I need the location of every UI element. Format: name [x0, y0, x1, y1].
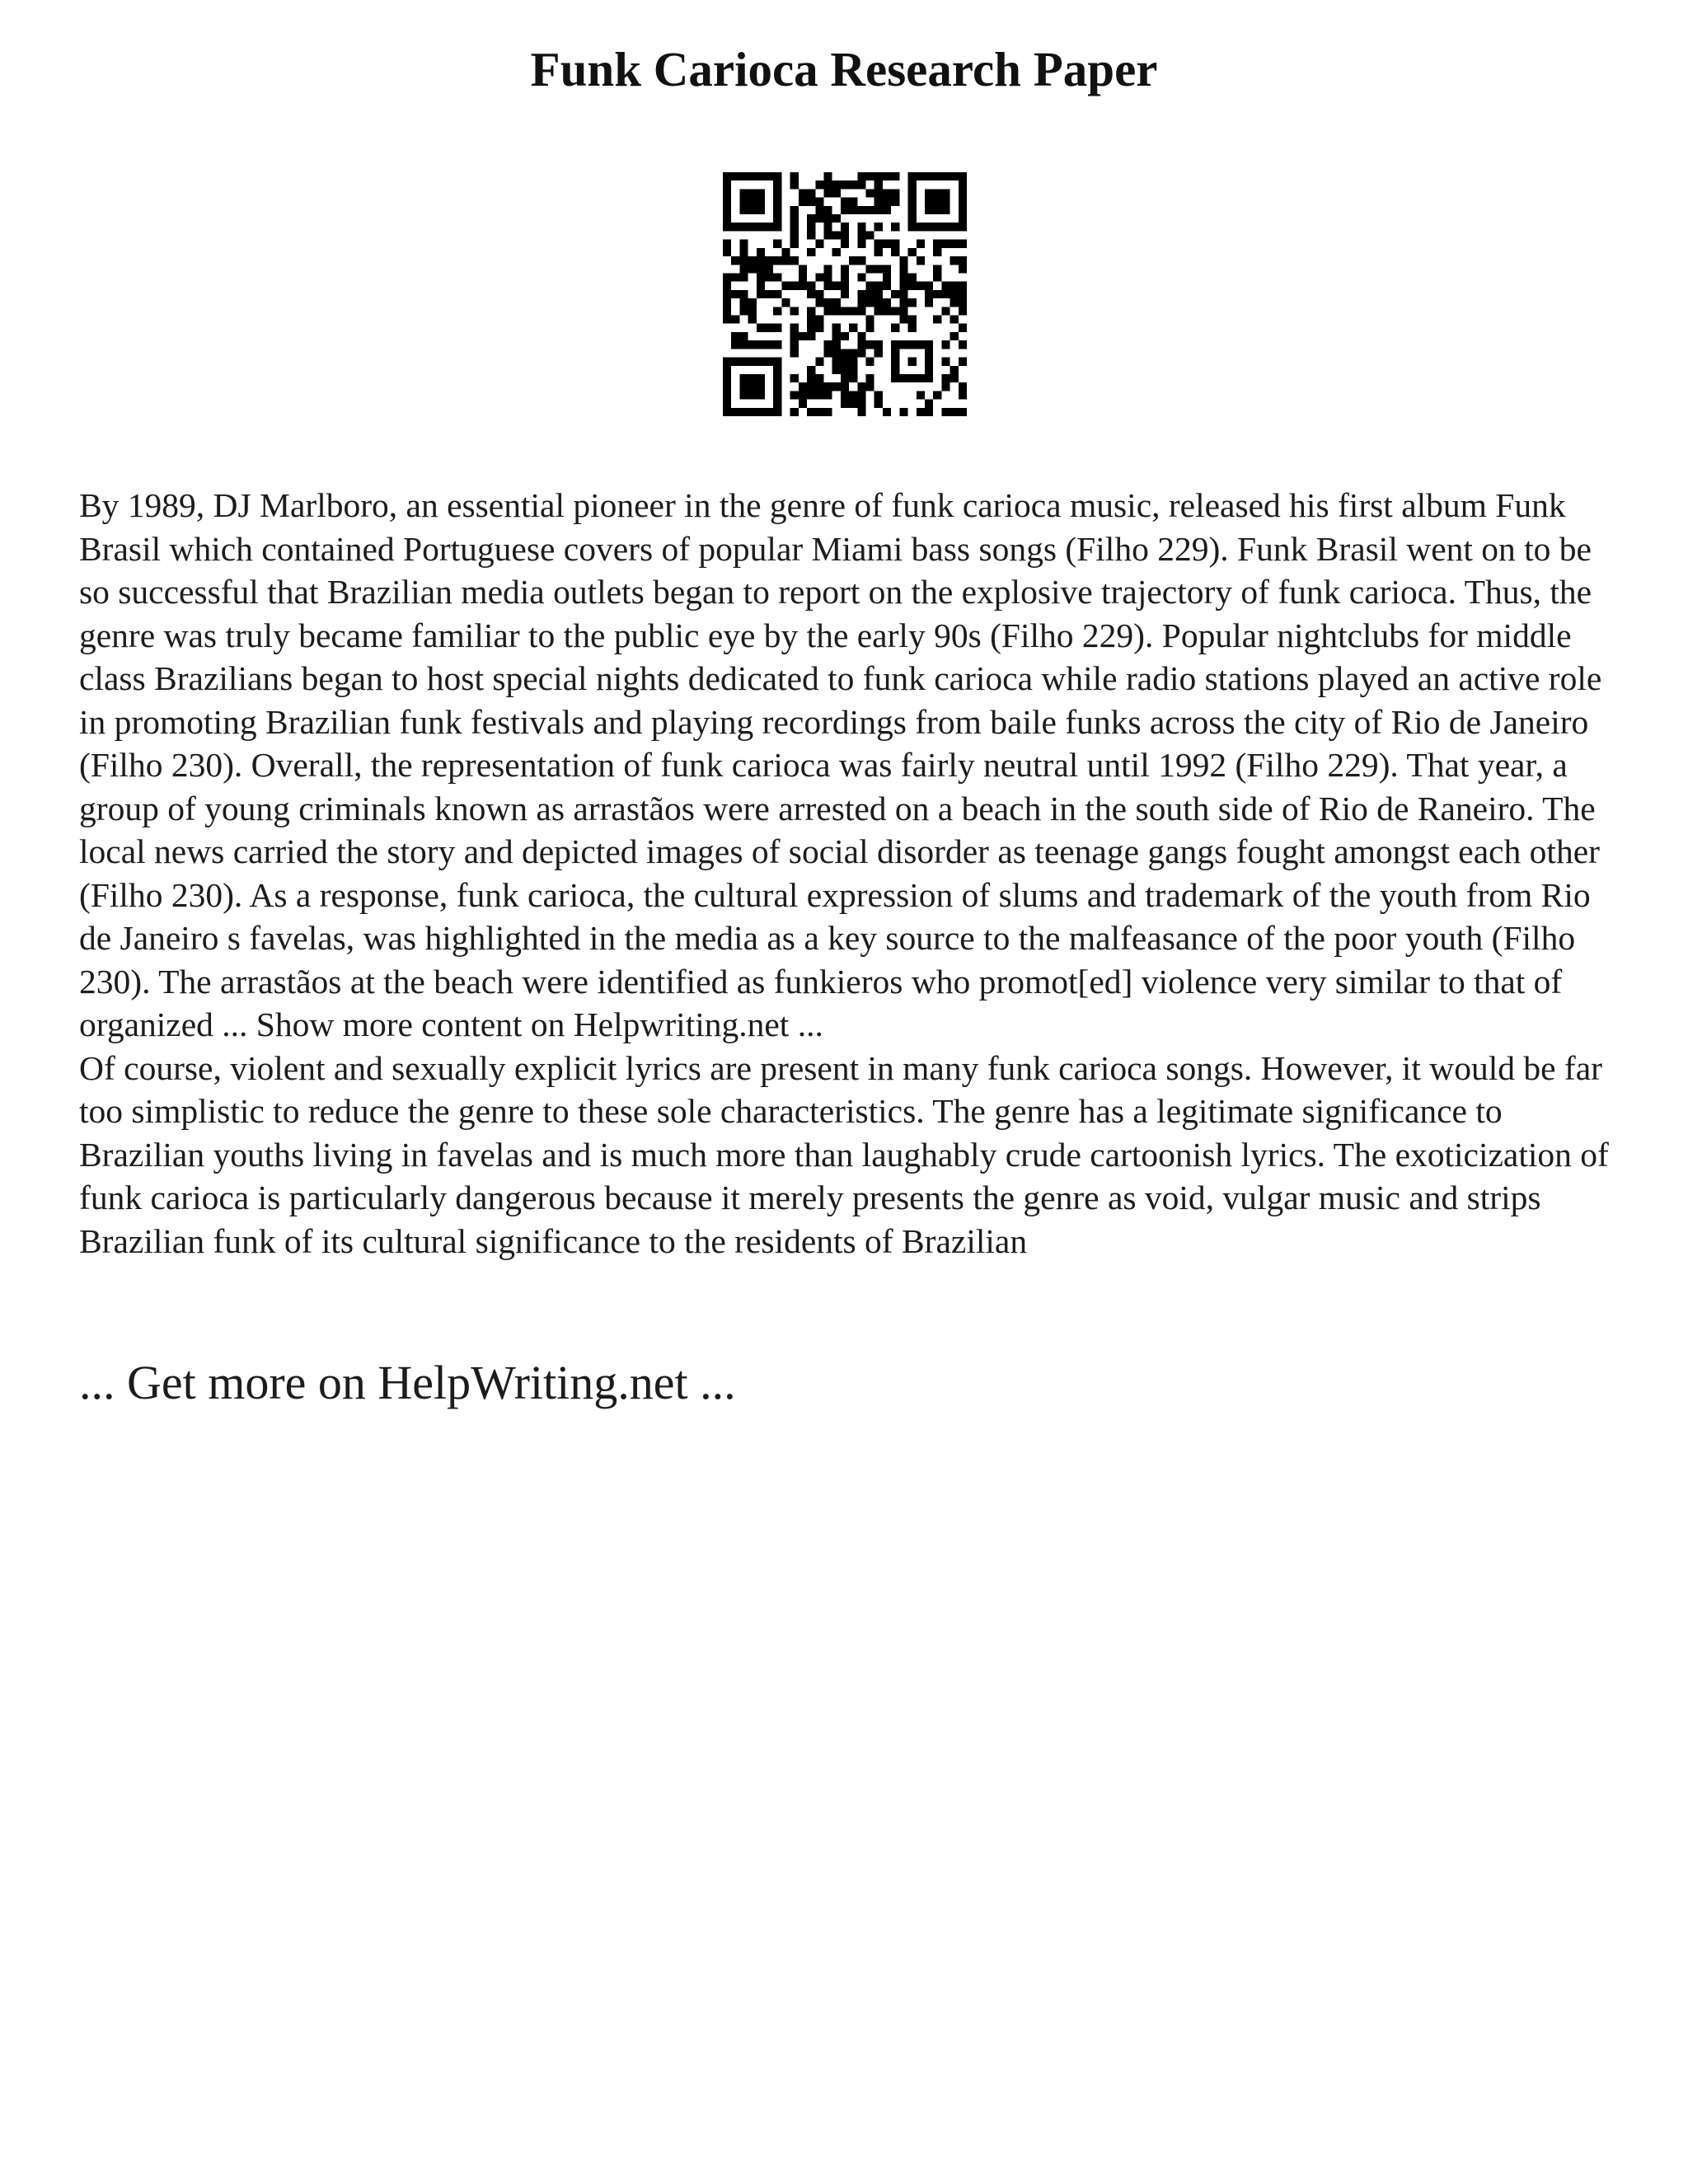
- qr-code: [723, 172, 967, 416]
- get-more-link[interactable]: ... Get more on HelpWriting.net ...: [79, 1356, 736, 1409]
- qr-code-icon: [723, 172, 967, 416]
- page-title: Funk Carioca Research Paper: [530, 42, 1158, 96]
- paragraph: Of course, violent and sexually explicit lyrics are present in many funk carioca songs. However, it would be far too simplistic to reduce the genre to these sole characteristics. The genre has a legitimate significance to Brazilian youths living in favelas and is much more than laughably crude cartoonish lyrics. The exoticization of funk carioca is particularly dangerous because it merely presents the genre as void, vulgar music and strips Brazilian funk of its cultural significance to the residents of Brazilian: [79, 1048, 1609, 1260]
- paragraph: By 1989, DJ Marlboro, an essential pioneer in the genre of funk carioca music, released his first album Funk Brasil which contained Portuguese covers of popular Miami bass songs (Filho 229). Funk Brasil went on to be so successful that Brazilian media outlets began to report on the explosive trajectory of funk carioca. Thus, the genre was truly became familiar to the public eye by the early 90s (Filho 229). Popular nightclubs for middle class Brazilians began to host special nights dedicated to funk carioca while radio stations played an active role in promoting Brazilian funk festivals and playing recordings from baile funks across the city of Rio de Janeiro (Filho 230). Overall, the representation of funk carioca was fairly neutral until 1992 (Filho 229). That year, a group of young criminals known as arrastãos were arrested on a beach in the south side of Rio de Raneiro. The local news carried the story and depicted images of social disorder as teenage gangs fought amongst each other (Filho 230). As a response, funk carioca, the cultural expression of slums and trademark of the youth from Rio de Janeiro s favelas, was highlighted in the media as a key source to the malfeasance of the poor youth (Filho 230). The arrastãos at the beach were identified as funkieros who promot[ed] violence very similar to that of organized ... Show more content on Helpwriting.net ...: [79, 486, 1602, 1043]
- article-body: [79, 484, 1629, 1263]
